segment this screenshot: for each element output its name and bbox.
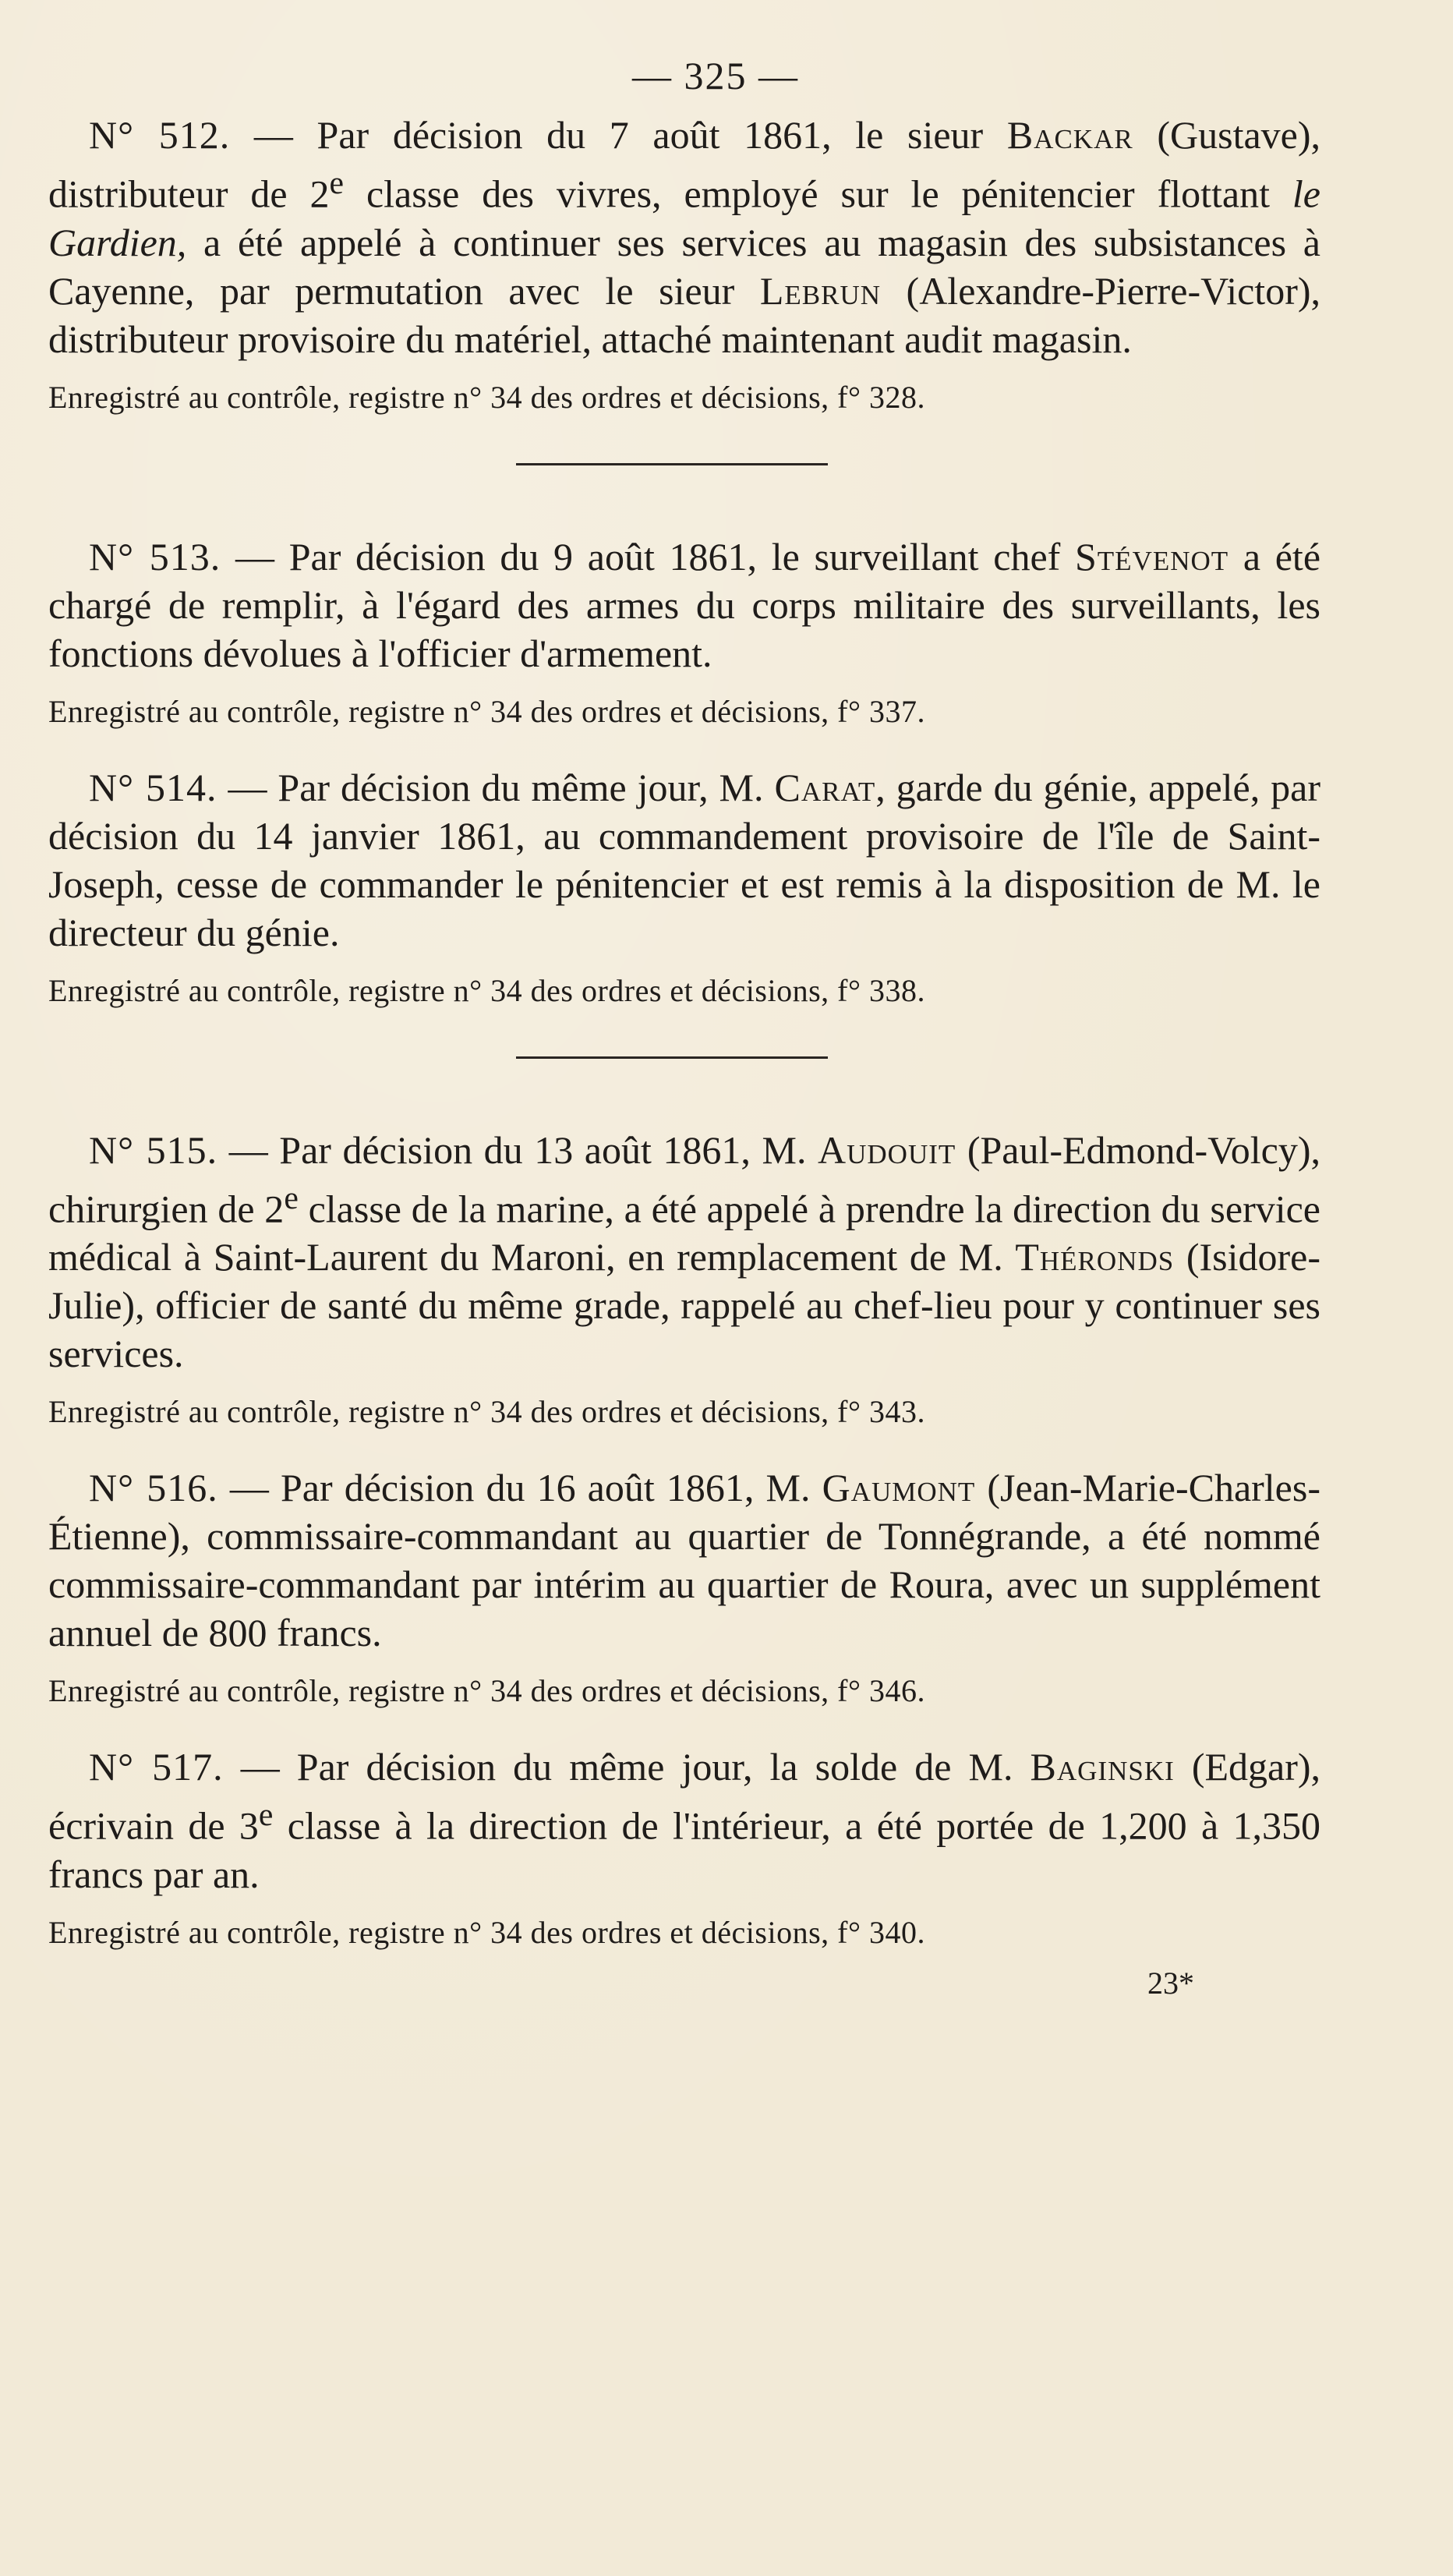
registry-note: Enregistré au contrôle, registre n° 34 des ordres et décisions, f° 337. xyxy=(48,693,925,729)
entry-number: N° 513. xyxy=(89,534,221,579)
person-name: Baginski xyxy=(1030,1745,1175,1789)
ship-name: le Gardien, xyxy=(48,172,1320,264)
entry-body: N° 516. — Par décision du 16 août 1861, M. Gaumont (Jean-Marie-Charles-Étienne), commissaire-commandant au quartier de Tonnégrande, a été nommé commissaire-commandant par intérim au quartier de Roura, avec un supplément annuel de 800 francs. xyxy=(48,1466,1320,1655)
decision-entry-517 xyxy=(48,1743,1320,1953)
person-name: Backar xyxy=(1006,113,1133,157)
registry-note: Enregistré au contrôle, registre n° 34 des ordres et décisions, f° 328. xyxy=(48,379,925,415)
decision-entry-513 xyxy=(48,533,1320,732)
entry-body: N° 512. — Par décision du 7 août 1861, le sieur Backar (Gustave), distributeur de 2e classe des vivres, employé sur le pénitencier flottant le Gardien, a été appelé à continuer ses services au magasin des subsistances à Cayenne, par permutation avec le sieur Lebrun (Alexandre-Pierre-Victor), distributeur provisoire du matériel, attaché maintenant audit magasin. xyxy=(48,113,1320,361)
person-name: Lebrun xyxy=(759,268,882,313)
person-name: Gaumont xyxy=(822,1466,976,1510)
entry-number: N° 515. xyxy=(89,1127,218,1172)
entry-number: N° 516. xyxy=(89,1466,218,1510)
decision-entry-515 xyxy=(48,1126,1320,1433)
person-name: Carat xyxy=(774,765,876,809)
registry-note: Enregistré au contrôle, registre n° 34 des ordres et décisions, f° 340. xyxy=(48,1914,925,1950)
entry-number: N° 512. xyxy=(89,113,231,157)
entry-body: N° 514. — Par décision du même jour, M. Carat, garde du génie, appelé, par décision du 14 janvier 1861, au commandement provisoire de l'île de Saint-Joseph, cesse de commander le pénitencier et est remis à la disposition de M. le directeur du génie. xyxy=(48,765,1321,954)
registry-note: Enregistré au contrôle, registre n° 34 des ordres et décisions, f° 346. xyxy=(48,1673,925,1709)
decision-entry-512 xyxy=(48,111,1320,418)
person-name: Stévenot xyxy=(1075,534,1229,579)
entry-body: N° 517. — Par décision du même jour, la solde de M. Baginski (Edgar), écrivain de 3e classe à la direction de l'intérieur, a été portée de 1,200 à 1,350 francs par an. xyxy=(48,1745,1321,1896)
decision-entry-516 xyxy=(48,1463,1320,1711)
person-name: Audouit xyxy=(818,1127,956,1172)
registry-note: Enregistré au contrôle, registre n° 34 des ordres et décisions, f° 338. xyxy=(48,972,925,1008)
page-number: — 325 — xyxy=(632,54,799,97)
entry-number: N° 517. xyxy=(89,1745,224,1789)
entry-number: N° 514. xyxy=(89,765,217,809)
entry-body: N° 515. — Par décision du 13 août 1861, M. Audouit (Paul-Edmond-Volcy), chirurgien de 2e classe de la marine, a été appelé à prendre la direction du service médical à Saint-Laurent du Maroni, en remplacement de M. Théronds (Isidore-Julie), officier de santé du même grade, rappelé au chef-lieu pour y continuer ses services. xyxy=(48,1127,1320,1376)
signature-mark: 23* xyxy=(1147,1965,1194,2001)
entry-body: N° 513. — Par décision du 9 août 1861, le surveillant chef Stévenot a été chargé de remplir, à l'égard des armes du corps militaire des surveillants, les fonctions dévolues à l'officier d'armement. xyxy=(48,534,1321,675)
person-name: Théronds xyxy=(1015,1235,1175,1279)
decision-entry-514 xyxy=(48,763,1320,1011)
registry-note: Enregistré au contrôle, registre n° 34 des ordres et décisions, f° 343. xyxy=(48,1394,925,1430)
